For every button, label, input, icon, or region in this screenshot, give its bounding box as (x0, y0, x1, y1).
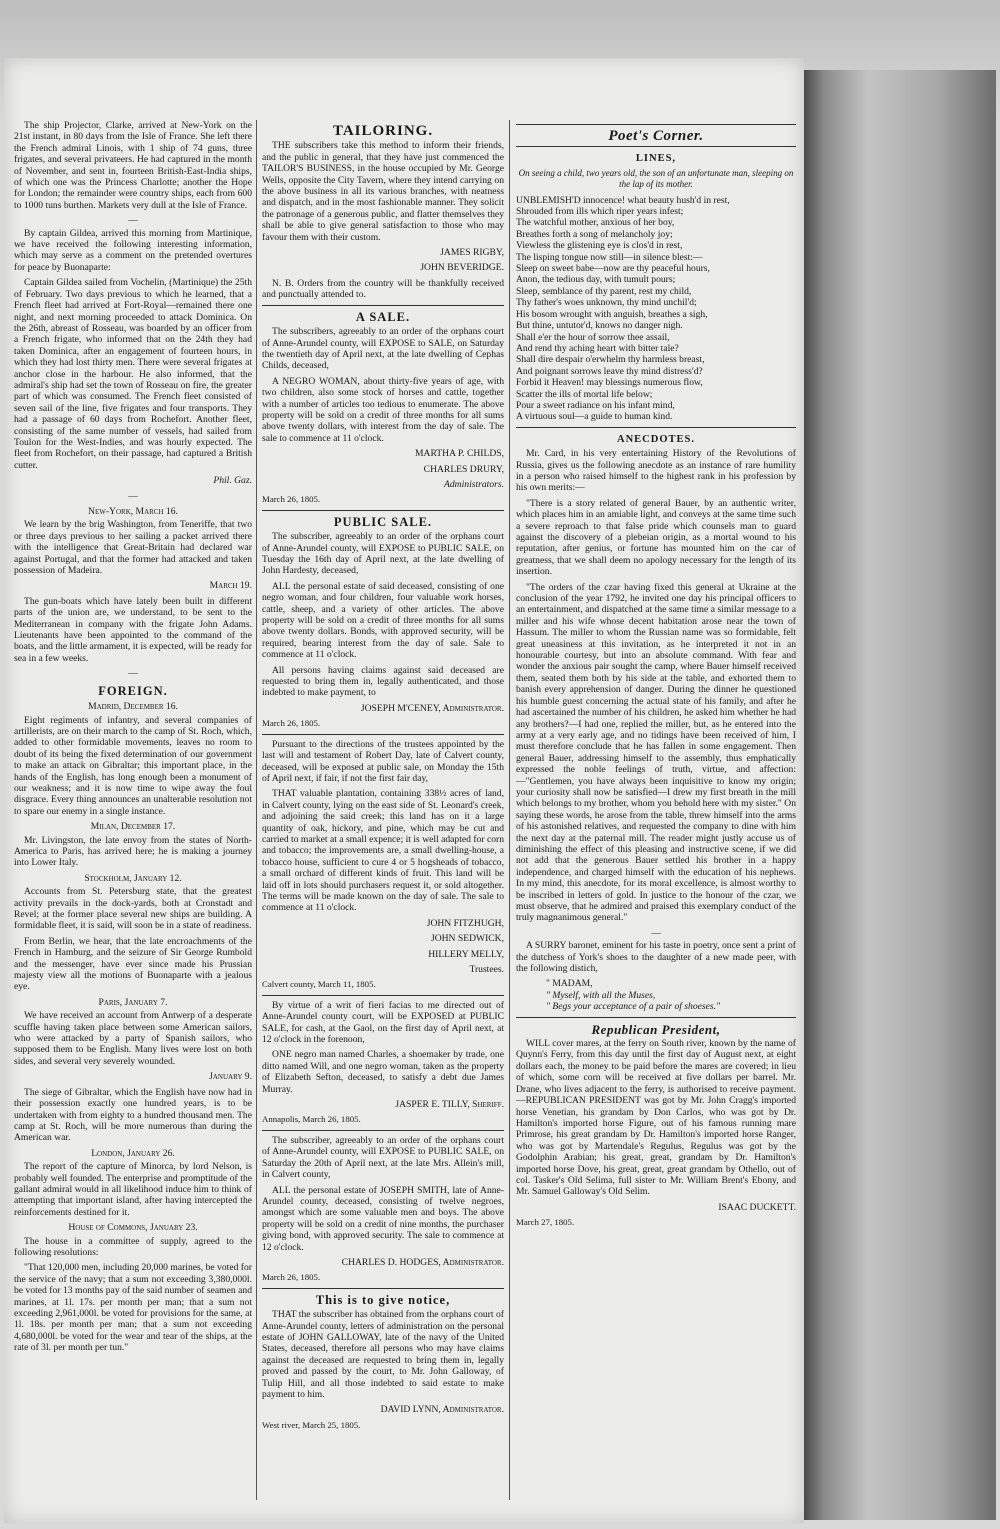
poem-title: LINES, (635, 153, 677, 165)
anecdote-paragraph: Mr. Card, in his very entertaining History of the Revolutions of Russia, gives us the following anecdote as an instance of rare humility in a person who raised himself to the highest rank in his profession by his own merits:— (516, 448, 796, 494)
dateline: New-York, March 16. (88, 506, 178, 517)
divider (262, 734, 504, 735)
poem-line: Scatter the ills of mortal life below; (516, 388, 653, 400)
ad-body: WILL cover mares, at the ferry on South river, known by the name of Quynn's Ferry, from this day until the first day of August next, at eight dollars each, the money to be paid before the mares are covered; in lieu of which, some corn will be received at five dollars per barrel. Mr. Drane, who lives adjacent to the ferry, is authorised to receive payment.—REPUBLICAN PRESIDENT was got by Mr. John Cragg's imported horse Venetian, his grandam by Don Carlos, who was got by Dr. Hamilton's imported horse Figure, out of his famous running mare Primrose, his great grandam by Dr. Hamilton's imported horse Ranger, who was got by Martendale's Regulus, Regulus was got by the Godolphin Arabian; his great, great, grandam by Dr. Hamilton's imported horse Dove, his great, great, great grandam by Othello, out of col. Tasker's Old Selima, full sister to Mr. William Brent's Ebony, and Mr. Samuel Galloway's Old Selim. (516, 1038, 796, 1198)
news-paragraph: Accounts from St. Petersburg state, that the greatest activity prevails in the dock-yards, both at Cronstadt and Revel; at the former place several new ships are building. A formidable fleet, it is said, will soon be in a state of readiness. (14, 886, 252, 932)
poem-line: And poignant sorrows leave thy mind distress'd? (516, 365, 703, 377)
ad-signature: JOHN SEDWICK, (430, 933, 504, 945)
divider (516, 1017, 796, 1018)
poem-line: The lisping tongue now still—in silence blest:— (516, 251, 703, 263)
poem-line: And rend thy aching heart with bitter tale? (516, 342, 679, 354)
news-paragraph: Captain Gildea sailed from Vochelin, (Martinique) the 25th of February. Two days previous to which he learned, that a French fleet had arrived at Fort-Royal—remained there one night, and next morning proceeded to attack Dominica. On the 26th, abreast of Rosseau, was boarded by an officer from a French frigate, who informed that on the 24th they had taken Dominica, after an engagement of fourteen hours, in which they had lost thirty men. There were several frigates at anchor close in the harbour. He also informed, that the admiral's ship had set the town of Rosseau on fire, the greater part of which was consumed. The French fleet consisted of seven sail of the line, five frigates and four transports. They had a passage of 60 days from Rochefort. Another fleet, consisting of the same number of vessels, had sailed from Toulon for the West-Indies, and was hourly expected. The fleet from Rochefort, on their passage, had captured a British cutter. (14, 277, 252, 471)
ad-date: March 26, 1805. (262, 494, 321, 505)
ad-date: West river, March 25, 1805. (262, 1419, 361, 1430)
poem-subtitle: On seeing a child, two years old, the son of an unfortunate man, sleeping on the lap of its mother. (518, 167, 794, 190)
ad-signature: CHARLES D. HODGES, Administrator. (341, 1256, 504, 1268)
ad-heading-tailoring: TAILORING. (332, 123, 434, 139)
news-paragraph: The house in a committee of supply, agreed to the following resolutions: (14, 1235, 252, 1258)
news-paragraph: We learn by the brig Washington, from Teneriffe, that two or three days previous to her sailing a packet arrived there with the intelligence that Great-Britain had declared war against Portugal, and that the former had attacked and taken possession of Madeira. (14, 519, 252, 577)
column-rule (509, 120, 510, 1500)
ad-body: ALL the personal estate of said deceased, consisting of one negro woman, and four children, four valuable work horses, cattle, sheep, and a variety of other articles. The above property will be sold on a credit of three months for all sums above twenty dollars. Bonds, with approved security, will be required, bearing interest from the day of sale. Sale to commence at 11 o'clock. (262, 580, 504, 661)
ad-signature: ISAAC DUCKETT. (718, 1201, 796, 1213)
divider (262, 510, 504, 511)
dateline: March 19. (209, 580, 252, 592)
separator: — (651, 927, 661, 939)
ad-signature: JOHN BEVERIDGE. (420, 262, 504, 274)
distich-line: " Begs your acceptance of a pair of shoeses." (546, 1001, 721, 1013)
ad-body: ONE negro man named Charles, a shoemaker by trade, one ditto named Will, and one negro woman, taken as the property of Elizabeth Sefton, deceased, to satisfy a debt due James Murray. (262, 1049, 504, 1095)
ad-signature-role: Administrators. (444, 478, 504, 490)
section-heading-anecdotes: ANECDOTES. (617, 433, 695, 445)
separator: — (128, 215, 138, 227)
news-paragraph: The gun-boats which have lately been built in different parts of the union are, we understand, to be sent to the Mediterranean in company with the frigate John Adams. Lieutenants have been appointed to the command of the boats, and the little armament, it is expected, will be ready for sea in a few weeks. (14, 595, 252, 664)
anecdote-paragraph: "There is a story related of general Bauer, by an authentic writer, which places him in an amiable light, and conveys at the same time such a severe reproach to that false pride which counsels man to guard against the discovery of a plebeian origin, as a mortal wound to his reputation, after genius, or fortune has mounted him on the car of greatness, that we shall deem no apology necessary for the length of its insertion. (516, 497, 796, 578)
poem-line: Sleep, semblance of thy parent, rest my child, (516, 285, 692, 297)
ad-heading-republican-president: Republican President, (591, 1021, 721, 1037)
divider (516, 124, 796, 125)
ad-date: March 27, 1805. (516, 1217, 575, 1228)
poem-line: Thy father's woes unknown, thy mind unchil'd; (516, 297, 697, 309)
ad-signature: JOSEPH M'CENEY, Administrator. (360, 702, 504, 714)
news-paragraph: From Berlin, we hear, that the late encroachments of the French in Hamburg, and the seizure of Sir George Rumbold and the messenger, have ever since made his Prussian majesty view all the motions of Buonaparte with a jealous eye. (14, 935, 252, 993)
poem-line: Sleep on sweet babe—now are thy peaceful hours, (516, 263, 710, 275)
column-rule (256, 120, 257, 1500)
dateline: Madrid, December 16. (88, 701, 178, 713)
anecdote-paragraph: "The orders of the czar having fixed this general at Ukraine at the conclusion of the year 1792, he invited one day his principal officers to an entertainment, and dispatched at the same time a similar message to a miller and his wife whose decent habitation arose near the town of Hassum. The miller to whom the Russian name was so formidable, felt great uneasiness at this invitation, as he interpreted it not in an honourable courtesy, but into an absolute command. With fear and wonder the anxious pair sought the camp, where Bauer himself received them, seated them both by his side at the table, and exhorted them to banish every apprehension of danger. During the dinner he questioned his humble guest concerning the actual state of his family, and after he had ascertained the number of his children, he asked him whether he had any brothers?—I had one, replied the miller, but, as he entered into the army at a very early age, and no tidings have been received of him, I must therefore conclude that he has fallen in some engagement. Then general Bauer, addressing himself to the assembly, thus emphatically expressed the noble feelings of truth, virtue, and affection:—"Gentlemen, you have always been inquisitive to know my origin; your curiosity shall now be satisfied—I drew my first breath in the mill which belongs to my brother, whom you behold here with my sister." On saying these words, he arose from the table, threw himself into the arms of his astonished relatives, and requested the company to dine with him the next day at the paternal mill. The reader might justly accuse us of diminishing the effect of this pleasing and instructive scene, if we did not add that the generous Bauer settled his brother in a happy independence, and charged himself with the education of his nephews. In my mind, this anecdote, for its moral excellence, is almost worthy to be inscribed in letters of gold. In justice to the honour of the czar, we must observe, that he admired and praised this exemplary conduct of the truly magnanimous general." (516, 581, 796, 924)
ad-body: THE subscribers take this method to inform their friends, and the public in general, that they have just commenced the TAILOR'S BUSINESS, in the house occupied by Mr. George Wells, opposite the City Tavern, where they intend carrying on the above business in all its various branches, with neatness and dispatch, and in the most fashionable manner. They solicit the patronage of a generous public, and flatter themselves they shall be able to give general satisfaction to those who may favour them with their custom. (262, 140, 504, 243)
divider (262, 1288, 504, 1289)
column-poetry-anecdotes (516, 120, 796, 1515)
ad-body: THAT the subscriber has obtained from the orphans court of Anne-Arundel county, letters of administration on the personal estate of JOHN GALLOWAY, late of the navy of the United States, deceased, therefore all persons who may have claims against the deceased are requested to bring them in, legally proved and passed by the court, to Mr. John Galloway, of Tulip Hill, and all those indebted to said estate to make payment to him. (262, 1309, 504, 1400)
ad-date: Annapolis, March 26, 1805. (262, 1114, 361, 1125)
news-paragraph: The siege of Gibraltar, which the English have now had in their possession exactly one hundred years, is to be undertaken with from eighty to a hundred thousand men. The camp at St. Roch, will be more numerous than during the American war. (14, 1086, 252, 1144)
distich-line: " Myself, with all the Muses, (546, 989, 656, 1001)
ad-body: THAT valuable plantation, containing 338½ acres of land, in Calvert county, lying on the east side of St. Leonard's creek, and adjoining the said creek; this land has on it a large quantity of oak, hickory, and pine, which may be cut and carried to market at a small expence; it is well adapted for corn and tobacco; the improvements are, a small dwelling-house, a tobacco house, sufficient to cure 4 or 5 hogsheads of tobacco, a small orchard of different kinds of fruit. This land will be laid off in lots should purchasers request it, or sold altogether. The terms will be made known on the day of sale. The sale to commence at 11 o'clock. (262, 788, 504, 914)
ad-intro: The subscriber, agreeably to an order of the orphans court of Anne-Arundel county, will EXPOSE to PUBLIC SALE, on Saturday the 20th of April next, at the late Mrs. Allein's mill, in Calvert county, (262, 1134, 504, 1181)
ad-intro: The subscribers, agreeably to an order of the orphans court of Anne-Arundel county, will EXPOSE to SALE, on Saturday the twentieth day of April next, at the late dwelling of Cephas Childs, deceased, (262, 326, 504, 372)
news-paragraph: By captain Gildea, arrived this morning from Martinique, we have received the following interesting information, which may serve as a comment on the pretended overtures for peace by Buonaparte: (14, 227, 252, 273)
poem-line: UNBLEMISH'D innocence! what beauty hush'd in rest, (516, 194, 730, 206)
poem-line: Pour a sweet radiance on his infant mind, (516, 399, 675, 411)
ad-signature-role: Trustees. (469, 964, 504, 975)
divider (262, 305, 504, 306)
divider (262, 995, 504, 996)
ad-signature: JOHN FITZHUGH, (426, 917, 504, 929)
poem-line: Forbid it Heaven! may blessings numerous flow, (516, 377, 703, 389)
divider (262, 1130, 504, 1131)
ad-signature: CHARLES DRURY, (423, 463, 504, 475)
news-paragraph: "That 120,000 men, including 20,000 marines, be voted for the service of the navy; that a sum not exceeding 3,380,000l. be voted for 13 months pay of the said number of seamen and marines, at 1l. 17s. per month per man; that a sum not exceeding 2,961,000l. be voted for provisions for the same, at 1l. 18s. per month per man; that a sum not exceeding 4,680,000l. be voted for the wear and tear of the ships, at the rate of 3l. per month per tun." (14, 1262, 252, 1354)
poem-line: But thine, untutor'd, knows no danger nigh. (516, 320, 683, 332)
ad-intro: The subscriber, agreeably to an order of the orphans court of Anne-Arundel county, will EXPOSE to PUBLIC SALE, on Tuesday the 16th day of April next, at the late dwelling of John Hardesty, deceased, (262, 531, 504, 577)
news-paragraph: We have received an account from Antwerp of a desperate scuffle having taken place between some American sailors, who were attacked by a party of Spanish sailors, who supposed them to be English. Many lives were lost on both sides, and several very severely wounded. (14, 1010, 252, 1067)
poem-line: Breathes forth a song of melancholy joy; (516, 228, 673, 240)
separator: — (128, 668, 138, 680)
column-advertisements (262, 120, 504, 1515)
poem-line: Shrouded from ills which riper years infest; (516, 206, 684, 218)
ad-body: All persons having claims against said deceased are requested to bring them in, legally authenticated, and those indebted to make payment, to (262, 664, 504, 699)
ad-heading-public-sale: PUBLIC SALE. (333, 514, 433, 529)
poem-line: His bosom wrought with anguish, breathes a sigh, (516, 308, 708, 320)
poem-verse (516, 195, 796, 423)
ad-body: A NEGRO WOMAN, about thirty-five years of age, with two children, also some stock of horses and cattle, together with a number of articles too tedious to enumerate. The above property will be sold on a credit of three months for all sums above twenty dollars, with interest from the day of sale. The sale to commence at 11 o'clock. (262, 375, 504, 444)
separator: — (128, 490, 138, 502)
divider (516, 146, 796, 147)
section-heading-foreign: FOREIGN. (98, 683, 168, 698)
ad-signature: MARTHA P. CHILDS, (415, 448, 504, 460)
news-paragraph: Eight regiments of infantry, and several companies of artillerists, are on their march to the camp of St. Roch, which, added to other formidable movements, leaves no room to doubt of its being the fixed determination of our government to make an attack on Gibraltar; this important place, in the hands of the English, has long enough been a monument of our weakness; and it is now time to wipe away the foul disgrace. Every thing announces an unalterable resolution not to spare our enemy in a single instance. (14, 714, 252, 817)
ad-signature: DAVID LYNN, Administrator. (380, 1404, 504, 1416)
poem-line: Shall dire despair o'erwhelm thy harmless breast, (516, 354, 705, 366)
ad-intro: Pursuant to the directions of the trustees appointed by the last will and testament of Robert Day, late of Calvert county, deceased, will be exposed at public sale, on Monday the 15th of April next, if fair, if not the first fair day, (262, 738, 504, 784)
poem-line: A virtuous soul—a guide to human kind. (516, 411, 673, 423)
news-paragraph: Mr. Livingston, the late envoy from the states of North-America to Paris, has arrived here; he is making a journey into Lower Italy. (14, 834, 252, 869)
section-heading-poets-corner: Poet's Corner. (608, 128, 704, 144)
ad-signature: JAMES RIGBY, (440, 247, 504, 259)
dateline: January 9. (209, 1071, 252, 1083)
ad-note: N. B. Orders from the country will be thankfully received and punctually attended to. (262, 277, 504, 301)
ad-date: Calvert county, March 11, 1805. (262, 979, 376, 990)
dateline: Milan, December 17. (90, 821, 176, 833)
distich-line: " MADAM, (546, 978, 593, 990)
ad-date: March 26, 1805. (262, 718, 321, 729)
anecdote-paragraph: A SURRY baronet, eminent for his taste in poetry, once sent a print of the dutchess of York's shoes to the daughter of a new made peer, with the following distich, (516, 940, 796, 975)
source-credit: Phil. Gaz. (213, 475, 252, 487)
book-spine (800, 70, 996, 1520)
poem-line: Viewless the glistening eye is clos'd in rest, (516, 240, 683, 252)
poem-line: The watchful mother, anxious of her boy, (516, 217, 675, 229)
newspaper-page (4, 58, 804, 1523)
dateline: Stockholm, January 12. (84, 872, 182, 884)
news-paragraph: The report of the capture of Minorca, by lord Nelson, is probably well founded. The enterprise and promptitude of the gallant admiral would in all likelihood induce him to think of attempting that important island, after having intercepted the reinforcements destined for it. (14, 1161, 252, 1218)
poem-line: Shall e'er the hour of sorrow thee assail, (516, 331, 670, 343)
ad-signature: JASPER E. TILLY, Sheriff. (395, 1099, 504, 1111)
ad-signature: HILLERY MELLY, (428, 948, 504, 960)
divider (516, 427, 796, 428)
dateline: Paris, January 7. (98, 996, 168, 1008)
ad-body: ALL the personal estate of JOSEPH SMITH, late of Anne-Arundel county, deceased, consisting of twelve negroes, amongst which are some valuable men and boys. The above property will be sold on a credit of nine months, the purchaser giving bond, with approved security. The sale to commence at 12 o'clock. (262, 1184, 504, 1253)
column-news (14, 120, 252, 1515)
poem-line: Anon, the tedious day, with tumult pours; (516, 274, 676, 286)
ad-heading-notice: This is to give notice, (315, 1292, 451, 1307)
ad-date: March 26, 1805. (262, 1272, 321, 1283)
ad-heading-sale: A SALE. (355, 309, 411, 324)
dateline: London, January 26. (91, 1147, 175, 1159)
dateline: House of Commons, January 23. (68, 1222, 198, 1234)
ad-intro: By virtue of a writ of fieri facias to me directed out of Anne-Arundel county court, will be EXPOSED at PUBLIC SALE, for cash, at the Gaol, on the first day of April next, at 12 o'clock in the forenoon, (262, 999, 504, 1046)
news-paragraph: The ship Projector, Clarke, arrived at New-York on the 21st instant, in 80 days from the Isle of France. She left there the French admiral Linois, with 1 ship of 74 guns, three frigates, and several privateers. He had captured in the month of November, and sent in, fourteen British-East-India ships, of which one was the Princess Charlotte; another the Hope for London; the remainder were country ships, each from 600 to 1000 tuns burthen. Markets very dull at the Isle of France. (14, 120, 252, 211)
